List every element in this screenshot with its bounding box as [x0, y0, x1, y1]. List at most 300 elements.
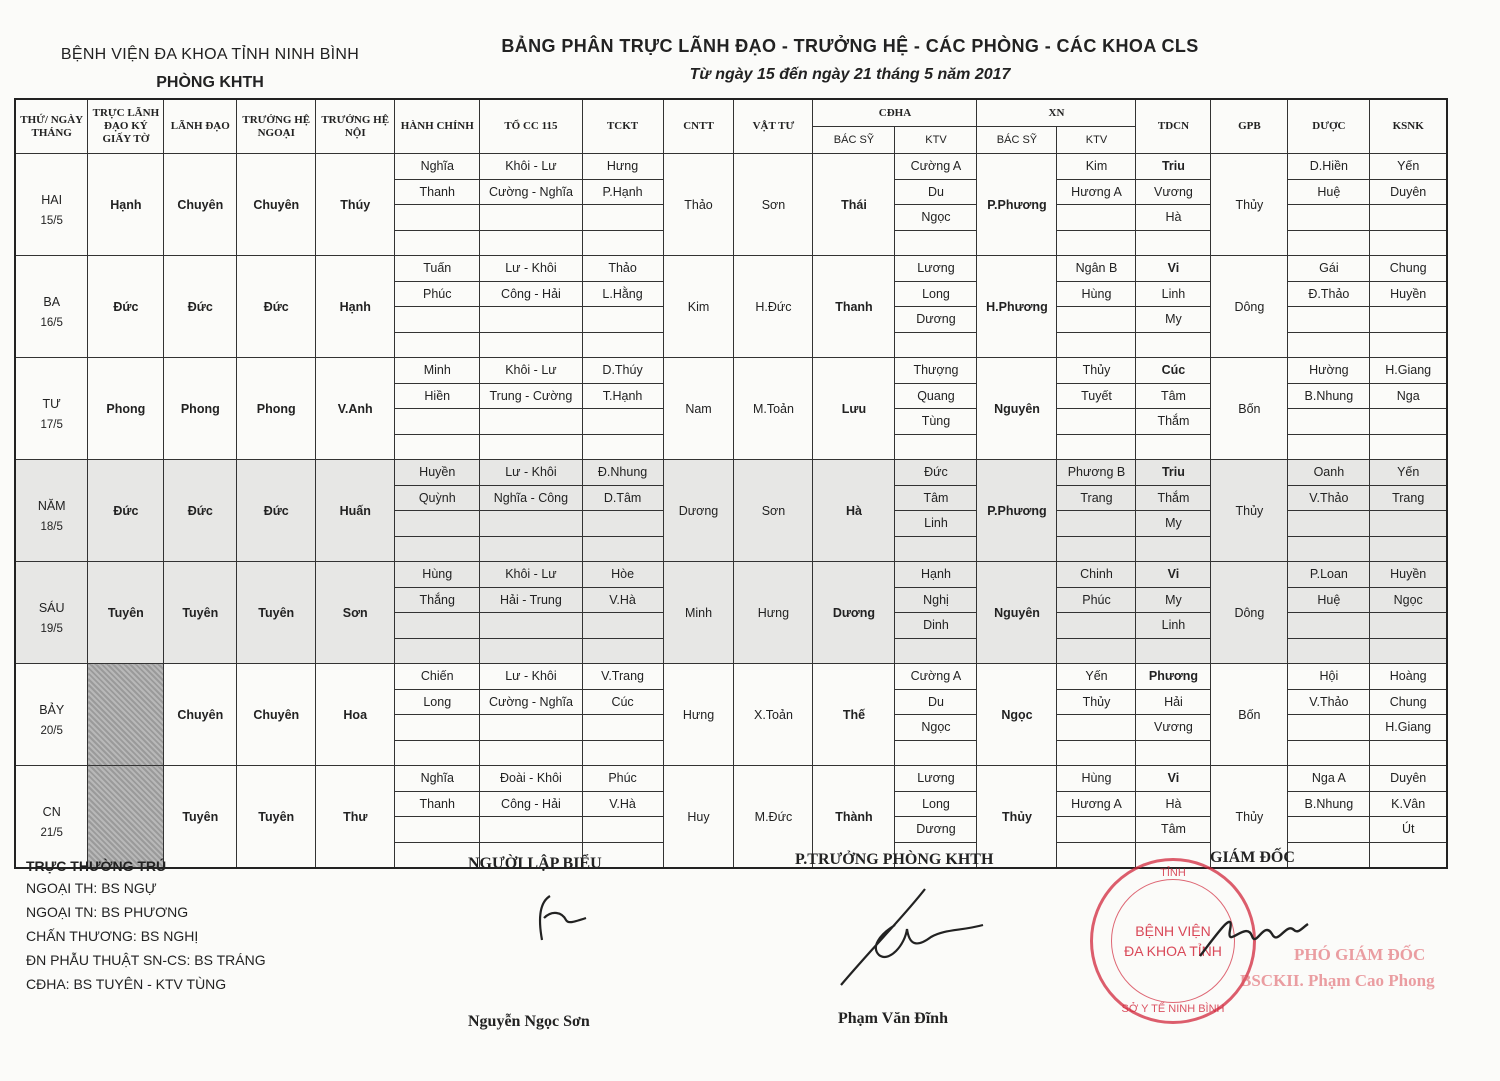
- emergency-team-cell: Lư - Khôi: [480, 460, 582, 486]
- department-name: PHÒNG KHTH: [156, 74, 264, 91]
- resident-duty-line: ĐN PHẪU THUẬT SN-CS: BS TRÁNG: [26, 952, 266, 968]
- finance-cell: D.Thúy: [582, 358, 663, 384]
- header-left: [20, 46, 400, 92]
- infection-control-cell: Hoàng: [1370, 664, 1447, 690]
- lab-tech-cell: Yến: [1057, 664, 1136, 690]
- emergency-team-cell: Trung - Cường: [480, 383, 582, 409]
- day-name: BẢY: [39, 702, 65, 717]
- lab-tech-cell: Tuyết: [1057, 383, 1136, 409]
- emergency-team-cell: [480, 817, 582, 843]
- col-xn: XN: [977, 99, 1136, 127]
- duty-leader-cell: [88, 766, 164, 869]
- day-date: 21/5: [40, 826, 63, 839]
- pharmacy-cell: [1288, 332, 1370, 358]
- admin-cell: [395, 638, 480, 664]
- col-cdha-bac-sy: BÁC SỸ: [813, 127, 895, 154]
- it-cell: Hưng: [663, 664, 734, 766]
- function-test-cell: Phương: [1136, 664, 1211, 690]
- imaging-doctor-cell: Thế: [813, 664, 895, 766]
- preparer-signature-icon: [530, 888, 590, 950]
- imaging-tech-cell: Dương: [895, 307, 977, 333]
- infection-control-cell: Chung: [1370, 689, 1447, 715]
- resident-duty-line: CĐHA: BS TUYÊN - KTV TÙNG: [26, 976, 227, 992]
- day-cell: [15, 562, 88, 664]
- leader-cell: Chuyên: [164, 154, 237, 256]
- day-date: 18/5: [40, 520, 63, 533]
- pharmacy-cell: P.Loan: [1288, 562, 1370, 588]
- infection-control-cell: Duyên: [1370, 179, 1447, 205]
- stamp-ring-bottom: SỞ Y TẾ NINH BÌNH: [1121, 1003, 1225, 1015]
- vice-director-name: BSCKII. Phạm Cao Phong: [1240, 971, 1435, 990]
- imaging-tech-cell: [895, 332, 977, 358]
- col-cdha-ktv: KTV: [895, 127, 977, 154]
- table-row: [15, 766, 1447, 792]
- finance-cell: T.Hạnh: [582, 383, 663, 409]
- infection-control-cell: Duyên: [1370, 766, 1447, 792]
- imaging-doctor-cell: Thái: [813, 154, 895, 256]
- imaging-tech-cell: [895, 230, 977, 256]
- imaging-doctor-cell: Hà: [813, 460, 895, 562]
- surgical-head-cell: Chuyên: [237, 154, 316, 256]
- it-cell: Thảo: [663, 154, 734, 256]
- function-test-cell: My: [1136, 511, 1211, 537]
- pharmacy-cell: Huệ: [1288, 587, 1370, 613]
- pharmacy-cell: [1288, 409, 1370, 435]
- function-test-cell: Triu: [1136, 154, 1211, 180]
- finance-cell: [582, 332, 663, 358]
- lab-doctor-cell: Thủy: [977, 766, 1057, 869]
- imaging-tech-cell: Hạnh: [895, 562, 977, 588]
- admin-cell: Hùng: [395, 562, 480, 588]
- infection-control-cell: [1370, 740, 1447, 766]
- finance-cell: [582, 307, 663, 333]
- admin-cell: Chiến: [395, 664, 480, 690]
- lab-tech-cell: Ngân B: [1057, 256, 1136, 282]
- roster-body: [15, 154, 1447, 869]
- admin-cell: [395, 511, 480, 537]
- admin-cell: Nghĩa: [395, 766, 480, 792]
- pathology-cell: Dông: [1211, 256, 1288, 358]
- imaging-tech-cell: Ngọc: [895, 715, 977, 741]
- col-duoc: DƯỢC: [1288, 99, 1370, 154]
- function-test-cell: Tâm: [1136, 817, 1211, 843]
- col-gpb: GPB: [1211, 99, 1288, 154]
- day-date: 20/5: [40, 724, 63, 737]
- admin-cell: [395, 817, 480, 843]
- pathology-cell: Thủy: [1211, 154, 1288, 256]
- emergency-team-cell: [480, 409, 582, 435]
- finance-cell: [582, 638, 663, 664]
- function-test-cell: [1136, 638, 1211, 664]
- infection-control-cell: Ngọc: [1370, 587, 1447, 613]
- it-cell: Nam: [663, 358, 734, 460]
- day-name: TƯ: [42, 396, 61, 411]
- table-row: [15, 562, 1447, 588]
- internal-head-cell: Hoa: [316, 664, 395, 766]
- function-test-cell: Thắm: [1136, 485, 1211, 511]
- col-ksnk: KSNK: [1370, 99, 1447, 154]
- emergency-team-cell: Đoài - Khôi: [480, 766, 582, 792]
- lab-tech-cell: [1057, 715, 1136, 741]
- deputy-head-signature-icon: [835, 885, 985, 995]
- it-cell: Huy: [663, 766, 734, 869]
- resident-duty-line: CHẤN THƯƠNG: BS NGHỊ: [26, 928, 199, 944]
- imaging-tech-cell: Long: [895, 281, 977, 307]
- pharmacy-cell: [1288, 638, 1370, 664]
- pharmacy-cell: Oanh: [1288, 460, 1370, 486]
- function-test-cell: Triu: [1136, 460, 1211, 486]
- day-name: HAI: [41, 192, 63, 207]
- imaging-tech-cell: Du: [895, 179, 977, 205]
- lab-tech-cell: [1057, 332, 1136, 358]
- table-row: [15, 256, 1447, 282]
- imaging-tech-cell: Lương: [895, 766, 977, 792]
- infection-control-cell: Huyền: [1370, 281, 1447, 307]
- surgical-head-cell: Đức: [237, 460, 316, 562]
- leader-cell: Đức: [164, 460, 237, 562]
- infection-control-cell: [1370, 638, 1447, 664]
- lab-tech-cell: [1057, 817, 1136, 843]
- admin-cell: [395, 536, 480, 562]
- col-hanh-chinh: HÀNH CHÍNH: [395, 99, 480, 154]
- emergency-team-cell: [480, 638, 582, 664]
- finance-cell: Thảo: [582, 256, 663, 282]
- day-date: 15/5: [40, 214, 63, 227]
- function-test-cell: Thắm: [1136, 409, 1211, 435]
- pharmacy-cell: B.Nhung: [1288, 791, 1370, 817]
- duty-leader-cell: [88, 664, 164, 766]
- pharmacy-cell: [1288, 817, 1370, 843]
- internal-head-cell: Sơn: [316, 562, 395, 664]
- duty-leader-cell: Đức: [88, 460, 164, 562]
- lab-tech-cell: [1057, 536, 1136, 562]
- preparer-name: Nguyễn Ngọc Sơn: [468, 1013, 590, 1030]
- supplies-cell: Sơn: [734, 154, 813, 256]
- lab-tech-cell: Kim: [1057, 154, 1136, 180]
- emergency-team-cell: [480, 536, 582, 562]
- day-cell: [15, 154, 88, 256]
- lab-doctor-cell: P.Phương: [977, 154, 1057, 256]
- infection-control-cell: Nga: [1370, 383, 1447, 409]
- pathology-cell: Bốn: [1211, 664, 1288, 766]
- lab-tech-cell: Hương A: [1057, 179, 1136, 205]
- table-row: [15, 460, 1447, 486]
- deputy-head-heading: P.TRƯỞNG PHÒNG KHTH: [795, 851, 994, 868]
- function-test-cell: Vi: [1136, 766, 1211, 792]
- col-xn-ktv: KTV: [1057, 127, 1136, 154]
- supplies-cell: X.Toản: [734, 664, 813, 766]
- vice-director-title: PHÓ GIÁM ĐỐC: [1294, 945, 1426, 964]
- emergency-team-cell: [480, 307, 582, 333]
- function-test-cell: Vi: [1136, 562, 1211, 588]
- finance-cell: [582, 230, 663, 256]
- pharmacy-cell: [1288, 536, 1370, 562]
- pharmacy-cell: [1288, 740, 1370, 766]
- finance-cell: Hòe: [582, 562, 663, 588]
- imaging-tech-cell: Dương: [895, 817, 977, 843]
- lab-tech-cell: Chinh: [1057, 562, 1136, 588]
- admin-cell: [395, 613, 480, 639]
- emergency-team-cell: [480, 434, 582, 460]
- finance-cell: [582, 613, 663, 639]
- day-cell: [15, 358, 88, 460]
- leader-cell: Đức: [164, 256, 237, 358]
- imaging-tech-cell: Đức: [895, 460, 977, 486]
- col-truong-he-noi: TRƯỞNG HỆ NỘI: [316, 99, 395, 154]
- leader-cell: Tuyên: [164, 562, 237, 664]
- finance-cell: [582, 434, 663, 460]
- imaging-tech-cell: Dinh: [895, 613, 977, 639]
- finance-cell: [582, 409, 663, 435]
- day-name: SÁU: [38, 600, 65, 615]
- lab-tech-cell: Phương B: [1057, 460, 1136, 486]
- admin-cell: Long: [395, 689, 480, 715]
- admin-cell: Tuấn: [395, 256, 480, 282]
- lab-tech-cell: Thủy: [1057, 689, 1136, 715]
- finance-cell: [582, 511, 663, 537]
- resident-duty-line: NGOẠI TH: BS NGỰ: [26, 880, 157, 896]
- function-test-cell: Hải: [1136, 689, 1211, 715]
- vice-director-block: [1240, 942, 1435, 994]
- lab-tech-cell: [1057, 434, 1136, 460]
- lab-tech-cell: Phúc: [1057, 587, 1136, 613]
- resident-duty-line: NGOẠI TN: BS PHƯƠNG: [26, 904, 189, 920]
- infection-control-cell: H.Giang: [1370, 358, 1447, 384]
- emergency-team-cell: Hải - Trung: [480, 587, 582, 613]
- admin-cell: Thắng: [395, 587, 480, 613]
- imaging-tech-cell: [895, 434, 977, 460]
- director-heading: GIÁM ĐỐC: [1210, 849, 1295, 866]
- finance-cell: Cúc: [582, 689, 663, 715]
- pharmacy-cell: Gái: [1288, 256, 1370, 282]
- infection-control-cell: Út: [1370, 817, 1447, 843]
- pharmacy-cell: V.Thảo: [1288, 689, 1370, 715]
- col-tckt: TCKT: [582, 99, 663, 154]
- supplies-cell: H.Đức: [734, 256, 813, 358]
- day-name: NĂM: [37, 498, 66, 513]
- lab-tech-cell: [1057, 409, 1136, 435]
- lab-tech-cell: [1057, 230, 1136, 256]
- table-row: [15, 664, 1447, 690]
- function-test-cell: Hà: [1136, 791, 1211, 817]
- infection-control-cell: [1370, 230, 1447, 256]
- finance-cell: [582, 715, 663, 741]
- pharmacy-cell: [1288, 715, 1370, 741]
- infection-control-cell: Trang: [1370, 485, 1447, 511]
- admin-cell: Thanh: [395, 791, 480, 817]
- duty-leader-cell: Hạnh: [88, 154, 164, 256]
- it-cell: Minh: [663, 562, 734, 664]
- finance-cell: P.Hạnh: [582, 179, 663, 205]
- admin-cell: [395, 434, 480, 460]
- lab-tech-cell: [1057, 740, 1136, 766]
- finance-cell: D.Tâm: [582, 485, 663, 511]
- admin-cell: [395, 715, 480, 741]
- admin-cell: [395, 307, 480, 333]
- infection-control-cell: [1370, 332, 1447, 358]
- admin-cell: [395, 740, 480, 766]
- finance-cell: [582, 205, 663, 231]
- pharmacy-cell: Đ.Thảo: [1288, 281, 1370, 307]
- imaging-tech-cell: Linh: [895, 511, 977, 537]
- imaging-tech-cell: Cường A: [895, 154, 977, 180]
- infection-control-cell: [1370, 613, 1447, 639]
- admin-cell: Thanh: [395, 179, 480, 205]
- admin-cell: Hiền: [395, 383, 480, 409]
- imaging-tech-cell: Tâm: [895, 485, 977, 511]
- pharmacy-cell: Hội: [1288, 664, 1370, 690]
- pathology-cell: Thủy: [1211, 766, 1288, 869]
- col-xn-bac-sy: BÁC SỸ: [977, 127, 1057, 154]
- pharmacy-cell: B.Nhung: [1288, 383, 1370, 409]
- function-test-cell: My: [1136, 307, 1211, 333]
- function-test-cell: [1136, 536, 1211, 562]
- emergency-team-cell: Khôi - Lư: [480, 358, 582, 384]
- function-test-cell: Vương: [1136, 179, 1211, 205]
- admin-cell: Huyền: [395, 460, 480, 486]
- surgical-head-cell: Tuyên: [237, 766, 316, 869]
- emergency-team-cell: Cường - Nghĩa: [480, 179, 582, 205]
- surgical-head-cell: Phong: [237, 358, 316, 460]
- lab-tech-cell: [1057, 613, 1136, 639]
- lab-tech-cell: [1057, 638, 1136, 664]
- pharmacy-cell: [1288, 434, 1370, 460]
- emergency-team-cell: [480, 715, 582, 741]
- function-test-cell: Tâm: [1136, 383, 1211, 409]
- day-name: BA: [43, 294, 61, 309]
- function-test-cell: Vương: [1136, 715, 1211, 741]
- imaging-tech-cell: [895, 536, 977, 562]
- finance-cell: V.Hà: [582, 791, 663, 817]
- roster-header: [15, 99, 1447, 154]
- it-cell: Kim: [663, 256, 734, 358]
- stamp-line-2: ĐA KHOA TỈNH: [1124, 943, 1222, 959]
- infection-control-cell: [1370, 307, 1447, 333]
- infection-control-cell: [1370, 511, 1447, 537]
- admin-cell: Phúc: [395, 281, 480, 307]
- pharmacy-cell: D.Hiền: [1288, 154, 1370, 180]
- function-test-cell: [1136, 740, 1211, 766]
- lab-tech-cell: Hùng: [1057, 281, 1136, 307]
- pharmacy-cell: [1288, 842, 1370, 868]
- admin-cell: [395, 409, 480, 435]
- lab-tech-cell: [1057, 511, 1136, 537]
- leader-cell: Chuyên: [164, 664, 237, 766]
- emergency-team-cell: Công - Hải: [480, 791, 582, 817]
- function-test-cell: Linh: [1136, 613, 1211, 639]
- leader-cell: Phong: [164, 358, 237, 460]
- lab-doctor-cell: P.Phương: [977, 460, 1057, 562]
- lab-tech-cell: Trang: [1057, 485, 1136, 511]
- emergency-team-cell: Lư - Khôi: [480, 664, 582, 690]
- col-truong-he-ngoai: TRƯỞNG HỆ NGOẠI: [237, 99, 316, 154]
- day-date: 17/5: [40, 418, 63, 431]
- emergency-team-cell: Nghĩa - Công: [480, 485, 582, 511]
- pathology-cell: Dông: [1211, 562, 1288, 664]
- imaging-tech-cell: Lương: [895, 256, 977, 282]
- imaging-tech-cell: Nghị: [895, 587, 977, 613]
- lab-tech-cell: Hương A: [1057, 791, 1136, 817]
- function-test-cell: Cúc: [1136, 358, 1211, 384]
- surgical-head-cell: Đức: [237, 256, 316, 358]
- emergency-team-cell: [480, 205, 582, 231]
- imaging-tech-cell: Du: [895, 689, 977, 715]
- supplies-cell: Hưng: [734, 562, 813, 664]
- day-cell: [15, 664, 88, 766]
- function-test-cell: My: [1136, 587, 1211, 613]
- imaging-tech-cell: Cường A: [895, 664, 977, 690]
- deputy-head-name: Phạm Văn Đĩnh: [838, 1010, 948, 1027]
- emergency-team-cell: Lư - Khôi: [480, 256, 582, 282]
- function-test-cell: Vi: [1136, 256, 1211, 282]
- pharmacy-cell: Huệ: [1288, 179, 1370, 205]
- duty-leader-cell: Đức: [88, 256, 164, 358]
- resident-duty-heading: TRỰC THƯỜNG TRÚ: [26, 858, 167, 874]
- supplies-cell: M.Toản: [734, 358, 813, 460]
- pharmacy-cell: [1288, 205, 1370, 231]
- finance-cell: Hưng: [582, 154, 663, 180]
- internal-head-cell: Thư: [316, 766, 395, 869]
- hospital-name: BỆNH VIỆN ĐA KHOA TỈNH NINH BÌNH: [60, 46, 360, 63]
- lab-doctor-cell: Ngọc: [977, 664, 1057, 766]
- finance-cell: [582, 536, 663, 562]
- pharmacy-cell: [1288, 511, 1370, 537]
- internal-head-cell: Hạnh: [316, 256, 395, 358]
- imaging-doctor-cell: Dương: [813, 562, 895, 664]
- col-cdha: CĐHA: [813, 99, 977, 127]
- infection-control-cell: Chung: [1370, 256, 1447, 282]
- surgical-head-cell: Tuyên: [237, 562, 316, 664]
- day-date: 16/5: [40, 316, 63, 329]
- pharmacy-cell: Nga A: [1288, 766, 1370, 792]
- finance-cell: [582, 817, 663, 843]
- imaging-doctor-cell: Thành: [813, 766, 895, 869]
- roster-table: [14, 98, 1448, 869]
- admin-cell: [395, 230, 480, 256]
- table-row: [15, 358, 1447, 384]
- finance-cell: V.Hà: [582, 587, 663, 613]
- document-subtitle: Từ ngày 15 đến ngày 21 tháng 5 năm 2017: [689, 66, 1011, 83]
- pharmacy-cell: Hường: [1288, 358, 1370, 384]
- infection-control-cell: [1370, 205, 1447, 231]
- resident-duty-block: [26, 858, 266, 1000]
- day-cell: [15, 256, 88, 358]
- preparer-heading: NGƯỜI LẬP BIỂU: [468, 855, 602, 872]
- pharmacy-cell: [1288, 230, 1370, 256]
- finance-cell: Đ.Nhung: [582, 460, 663, 486]
- emergency-team-cell: Công - Hải: [480, 281, 582, 307]
- admin-cell: Minh: [395, 358, 480, 384]
- imaging-doctor-cell: Lưu: [813, 358, 895, 460]
- it-cell: Dương: [663, 460, 734, 562]
- infection-control-cell: Yến: [1370, 460, 1447, 486]
- emergency-team-cell: Khôi - Lư: [480, 154, 582, 180]
- imaging-tech-cell: Tùng: [895, 409, 977, 435]
- lab-doctor-cell: Nguyên: [977, 358, 1057, 460]
- table-row: [15, 154, 1447, 180]
- col-lanh-dao: LÃNH ĐẠO: [164, 99, 237, 154]
- infection-control-cell: Huyền: [1370, 562, 1447, 588]
- function-test-cell: Linh: [1136, 281, 1211, 307]
- stamp-ring-top: TỈNH: [1160, 867, 1186, 879]
- infection-control-cell: H.Giang: [1370, 715, 1447, 741]
- imaging-tech-cell: Long: [895, 791, 977, 817]
- imaging-tech-cell: Thượng: [895, 358, 977, 384]
- emergency-team-cell: Khôi - Lư: [480, 562, 582, 588]
- supplies-cell: Sơn: [734, 460, 813, 562]
- finance-cell: V.Trang: [582, 664, 663, 690]
- emergency-team-cell: [480, 332, 582, 358]
